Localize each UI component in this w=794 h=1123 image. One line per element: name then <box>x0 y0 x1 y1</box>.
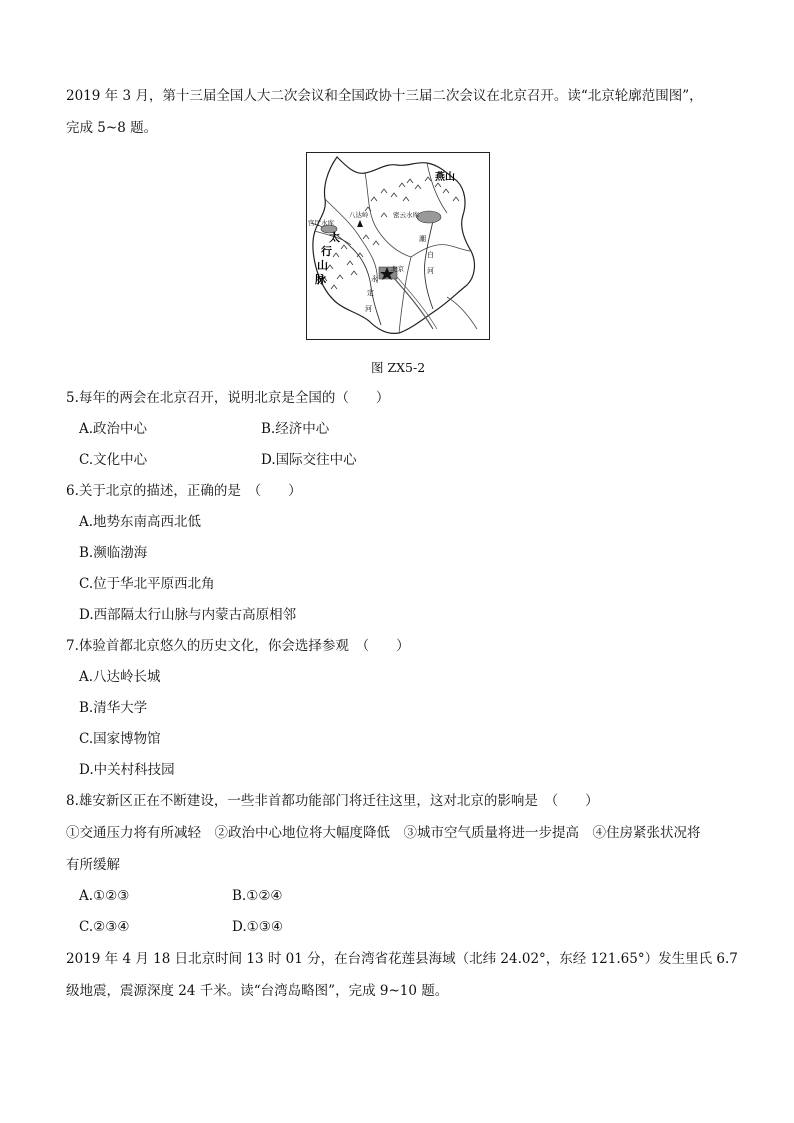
intro-line-1: 2019 年 3 月，第十三届全国人大二次会议和全国政协十三届二次会议在北京召开。读“北京轮廓范围图”， <box>66 88 703 104</box>
q8-option-d: D.①③④ <box>232 919 283 935</box>
beijing-boundary <box>313 157 475 333</box>
label-taihang-2: 行 <box>321 245 332 258</box>
q6-option-b: B.濒临渤海 <box>79 545 148 561</box>
label-taihang-3: 山 <box>317 259 328 272</box>
q8-detail-line-2: 有所缓解 <box>66 857 120 873</box>
intro2-line-1: 2019 年 4 月 18 日北京时间 13 时 01 分，在台湾省花莲县海域（北纬 24.02°，东经 121.65°）发生里氏 6.7 <box>66 951 738 967</box>
q7-option-d: D.中关村科技园 <box>79 762 175 778</box>
q8-option-c: C.②③④ <box>79 919 130 935</box>
q8-option-a: A.①②③ <box>79 888 130 904</box>
label-yong: 永 <box>371 275 378 283</box>
q6-option-a: A.地势东南高西北低 <box>79 514 202 530</box>
q8-detail-line-1: ①交通压力将有所减轻 ②政治中心地位将大幅度降低 ③城市空气质量将进一步提高 ④住房紧张状况将 <box>66 825 701 841</box>
q5-option-b: B.经济中心 <box>261 421 330 437</box>
label-taihang-1: 太 <box>329 231 340 244</box>
label-beijing: 北京 <box>391 265 404 273</box>
chaobai-river <box>424 213 435 309</box>
label-he-2: 河 <box>365 305 372 313</box>
miyun-reservoir-shape <box>417 211 441 223</box>
intro-line-2: 完成 5~8 题。 <box>66 120 158 136</box>
beijing-outline-map <box>306 152 490 340</box>
q5-option-a: A.政治中心 <box>79 421 148 437</box>
q7-option-b: B.清华大学 <box>79 700 148 716</box>
q5-stem: 5.每年的两会在北京召开，说明北京是全国的（ ） <box>66 390 390 406</box>
figure-caption: 图 ZX5-2 <box>371 360 426 375</box>
intro2-line-2: 级地震，震源深度 24 千米。读“台湾岛略图”，完成 9~10 题。 <box>66 983 449 999</box>
label-yanshan: 燕山 <box>435 172 455 183</box>
label-badaling: 八达岭 <box>349 211 369 219</box>
q5-option-c: C.文化中心 <box>79 452 148 468</box>
q8-option-b: B.①②④ <box>232 888 283 904</box>
badaling-peak-icon <box>357 220 363 227</box>
label-bai: 白 <box>427 251 434 259</box>
q6-option-d: D.西部隔太行山脉与内蒙古高原相邻 <box>79 607 297 623</box>
label-chao: 潮 <box>419 235 426 243</box>
label-taihang-4: 脉 <box>315 273 326 286</box>
label-miyun: 密云水库 <box>393 211 419 219</box>
q6-stem: 6.关于北京的描述，正确的是 （ ） <box>66 483 302 499</box>
q7-option-a: A.八达岭长城 <box>79 669 161 685</box>
label-he-1: 河 <box>427 267 434 275</box>
label-ding: 定 <box>367 289 374 297</box>
q7-option-c: C.国家博物馆 <box>79 731 161 747</box>
q8-stem: 8.雄安新区正在不断建设，一些非首都功能部门将迁往这里，这对北京的影响是 （ ） <box>66 793 599 809</box>
q5-option-d: D.国际交往中心 <box>261 452 357 468</box>
q7-stem: 7.体验首都北京悠久的历史文化，你会选择参观 （ ） <box>66 638 410 654</box>
label-guanting: 官厅水库 <box>308 219 334 227</box>
q6-option-c: C.位于华北平原西北角 <box>79 576 215 592</box>
